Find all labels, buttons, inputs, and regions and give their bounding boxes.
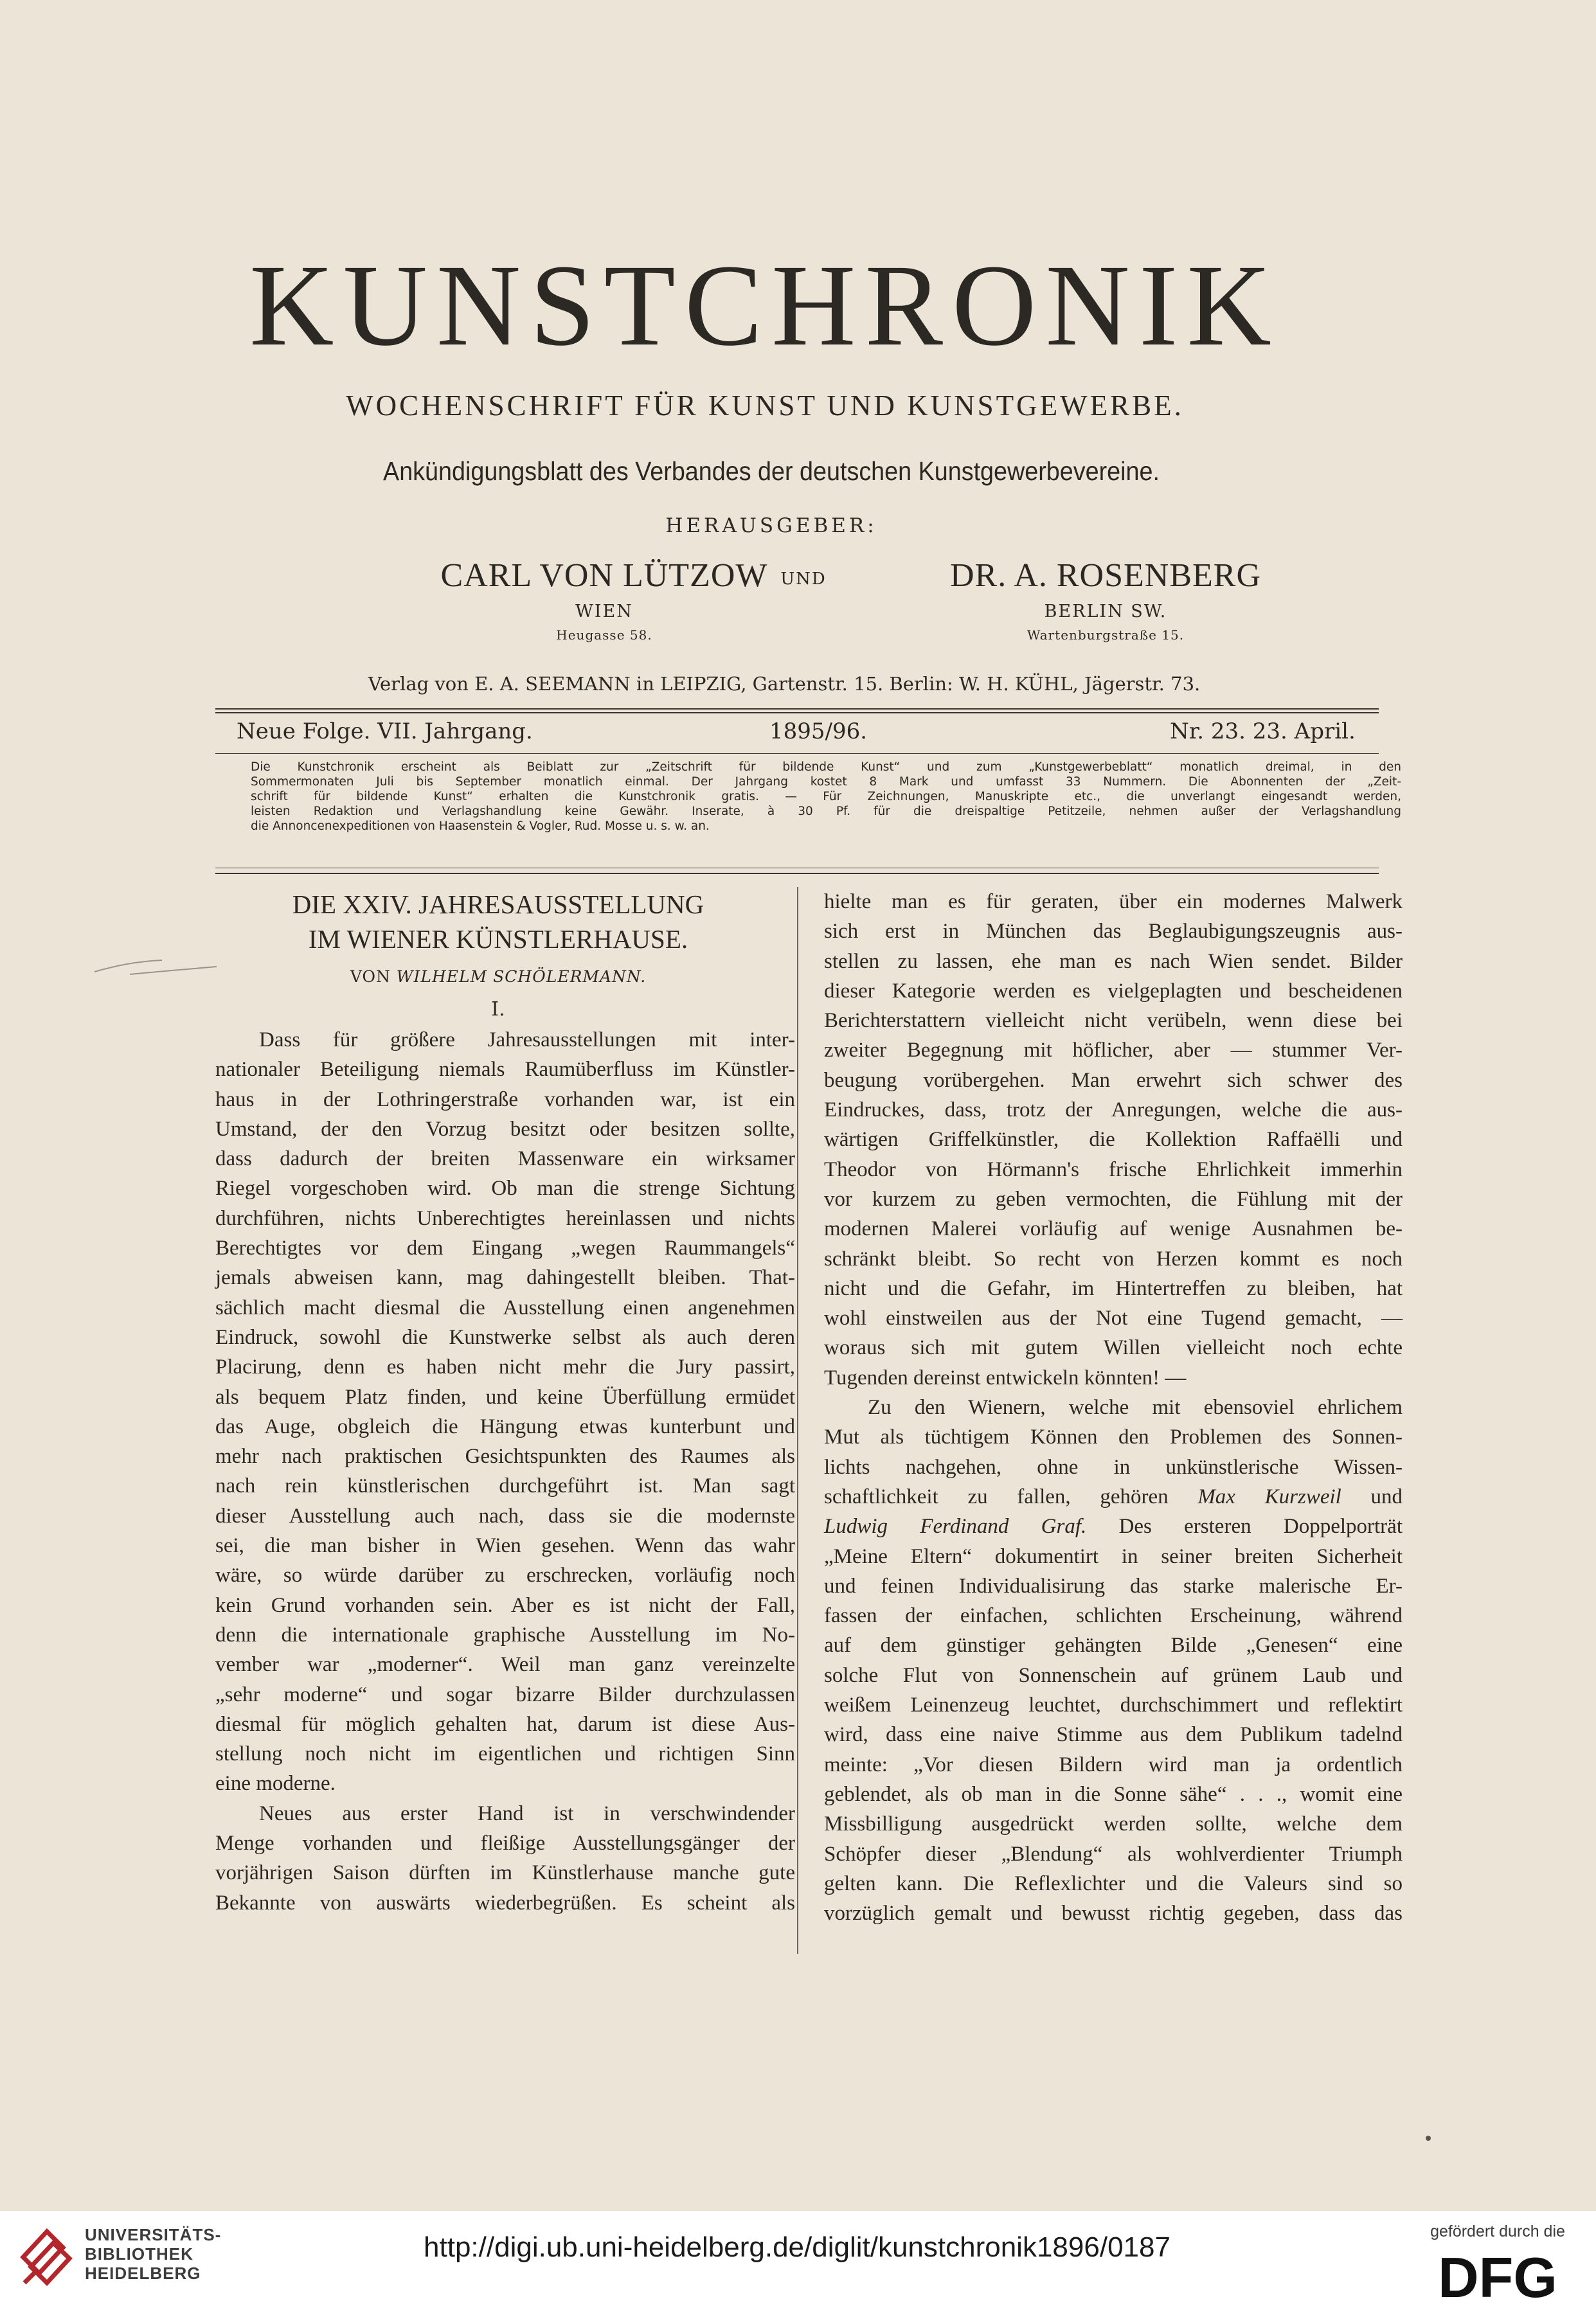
column-line: mehr nach praktischen Gesichtspunkten des Raumes als bbox=[215, 1445, 795, 1469]
column-line: „Meine Eltern“ dokumentirt in seiner breiten Sicherheit bbox=[824, 1544, 1403, 1568]
divider-rule bbox=[215, 753, 1379, 754]
column-line: Bekannte von auswärts wiederbegrüßen. Es scheint als bbox=[215, 1891, 795, 1915]
notice-line: Die Kunstchronik erscheint als Beiblatt zur „Zeitschrift für bildende Kunst“ und zum „Kunstgewerbeblatt“ monatlich dreimal, in den bbox=[251, 760, 1401, 774]
column-line: Menge vorhanden und fleißige Ausstellungsgänger der bbox=[215, 1832, 795, 1855]
article-column-right bbox=[824, 887, 1403, 1928]
publisher-line: Verlag von E. A. SEEMANN in LEIPZIG, Gartenstr. 15. Berlin: W. H. KÜHL, Jägerstr. 73. bbox=[368, 673, 1201, 695]
issue-year: 1895/96. bbox=[769, 719, 868, 744]
column-line: vor kurzem zu geben vermochten, die Fühlung mit der bbox=[824, 1187, 1403, 1211]
column-line: Eindruckes, dass, trotz der Anregungen, welche die aus- bbox=[824, 1098, 1403, 1122]
byline-author: WILHELM SCHÖLERMANN. bbox=[396, 967, 647, 986]
article-byline bbox=[215, 967, 781, 986]
issue-series: Neue Folge. VII. Jahrgang. bbox=[237, 719, 533, 744]
column-line: Berechtigtes vor dem Eingang „wegen Raummangels“ bbox=[215, 1237, 795, 1260]
notice-line: die Annoncenexpeditionen von Haasenstein & Vogler, Rud. Mosse u. s. w. an. bbox=[251, 819, 710, 833]
column-line: woraus sich mit gutem Willen vielleicht noch echte bbox=[824, 1336, 1403, 1360]
column-line: durchführen, nichts Unberechtigtes hereinlassen und nichts bbox=[215, 1206, 795, 1230]
subscription-notice bbox=[251, 760, 1401, 834]
dfg-logo-text: DFG bbox=[1438, 2249, 1557, 2302]
column-line: stellen zu lassen, ehe man es nach Wien sendet. Bilder bbox=[824, 949, 1403, 973]
column-line: vorzüglich gemalt und bewusst richtig gegeben, dass das bbox=[824, 1902, 1403, 1926]
column-divider bbox=[797, 887, 798, 1954]
column-line: solche Flut von Sonnenschein auf grünem Laub und bbox=[824, 1663, 1403, 1687]
column-line: vorjährigen Saison dürften im Künstlerhause manche gute bbox=[215, 1861, 795, 1885]
column-line: denn die internationale graphische Ausstellung im No- bbox=[215, 1623, 795, 1647]
notice-line: Sommermonaten Juli bis September monatlich einmal. Der Jahrgang kostet 8 Mark und umfasst 33 Nummern. Die Abonnenten der „Zeit- bbox=[251, 775, 1401, 789]
column-line: fassen der einfachen, schlichten Erscheinung, während bbox=[824, 1604, 1403, 1628]
university-logo-icon bbox=[18, 2219, 76, 2296]
editor-name: CARL VON LÜTZOW bbox=[440, 557, 768, 594]
column-line: nicht und die Gefahr, im Hintertreffen zu bleiben, hat bbox=[824, 1276, 1403, 1300]
issue-number: Nr. 23. 23. April. bbox=[1170, 719, 1356, 744]
column-line: Eindruck, sowohl die Kunstwerke selbst als auch deren bbox=[215, 1325, 795, 1349]
column-line: beugung vorübergehen. Man erwehrt sich schwer des bbox=[824, 1068, 1403, 1092]
column-line: Umstand, der den Vorzug besitzt oder besitzen sollte, bbox=[215, 1117, 795, 1141]
editor-city: BERLIN SW. bbox=[1044, 602, 1167, 621]
column-line: und feinen Individualisirung das starke malerische Er- bbox=[824, 1574, 1403, 1598]
article-title-line: DIE XXIV. JAHRESAUSSTELLUNG bbox=[292, 889, 704, 919]
column-line bbox=[824, 1482, 1403, 1512]
university-name bbox=[85, 2225, 221, 2283]
university-name-line: UNIVERSITÄTS- bbox=[85, 2225, 222, 2244]
article-column-left bbox=[215, 1025, 795, 1918]
column-line: zweiter Begegnung mit höflicher, aber — stummer Ver- bbox=[824, 1039, 1403, 1062]
column-line: Missbilligung ausgedrückt werden sollte, welche dem bbox=[824, 1812, 1403, 1836]
column-line: Schöpfer dieser „Blendung“ als wohlverdienter Triumph bbox=[824, 1842, 1403, 1866]
masthead-title: KUNSTCHRONIK bbox=[249, 241, 1280, 370]
column-line: Neues aus erster Hand ist in verschwindender bbox=[259, 1801, 795, 1825]
column-line: dieser Ausstellung auch nach, dass sie die modernste bbox=[215, 1504, 795, 1528]
column-line: diesmal für möglich gehalten hat, darum ist diese Aus- bbox=[215, 1712, 795, 1736]
university-name-line: BIBLIOTHEK bbox=[85, 2244, 193, 2264]
column-line: „sehr moderne“ und sogar bizarre Bilder durchzulassen bbox=[215, 1683, 795, 1706]
editor-address: Heugasse 58. bbox=[556, 627, 652, 643]
column-line: dieser Kategorie werden es vielgeplagten und bescheidenen bbox=[824, 979, 1403, 1003]
column-line: meinte: „Vor diesen Bildern wird man ja ordentlich bbox=[824, 1753, 1403, 1776]
column-line: nach rein künstlerischen durchgeführt ist. Man sagt bbox=[215, 1474, 795, 1498]
column-line: stellung noch nicht im eigentlichen und richtigen Sinn bbox=[215, 1742, 795, 1766]
column-line: Riegel vorgeschoben wird. Ob man die strenge Sichtung bbox=[215, 1177, 795, 1201]
column-line: kein Grund vorhanden sein. Aber es ist nicht der Fall, bbox=[215, 1593, 795, 1617]
column-text: Des ersteren Doppelporträt bbox=[1118, 1515, 1403, 1539]
column-line: Tugenden dereinst entwickeln könnten! — bbox=[824, 1366, 1187, 1390]
pencil-mark bbox=[91, 952, 220, 978]
editor-conjunction: UND bbox=[780, 569, 827, 589]
divider-rule bbox=[215, 873, 1379, 874]
column-line: wäre, so würde darüber zu erschrecken, vorläufig noch bbox=[215, 1564, 795, 1587]
column-line: dass dadurch der breiten Massenware ein wirksamer bbox=[215, 1147, 795, 1171]
column-line: Dass für größere Jahresausstellungen mit inter- bbox=[259, 1028, 795, 1051]
column-line: Placirung, denn es haben nicht mehr die Jury passirt, bbox=[215, 1355, 795, 1379]
column-line: das Auge, obgleich die Hängung etwas kunterbunt und bbox=[215, 1415, 795, 1438]
column-line bbox=[824, 1512, 1403, 1541]
editor-name: DR. A. ROSENBERG bbox=[949, 557, 1262, 594]
column-line: vember war „moderner“. Weil man ganz vereinzelte bbox=[215, 1653, 795, 1677]
editor-city: WIEN bbox=[575, 602, 633, 621]
column-line: sächlich macht diesmal die Ausstellung einen angenehmen bbox=[215, 1296, 795, 1319]
column-line: hielte man es für geraten, über ein modernes Malwerk bbox=[824, 890, 1403, 913]
name-conjunction: und bbox=[1370, 1485, 1403, 1508]
column-line: nationaler Beteiligung niemals Raumüberfluss im Künstler- bbox=[215, 1058, 795, 1082]
column-line: eine moderne. bbox=[215, 1772, 336, 1796]
column-line: geblendet, als ob man in die Sonne sähe“ . . ., womit eine bbox=[824, 1782, 1403, 1806]
column-line: wohl einstweilen aus der Not eine Tugend gemacht, — bbox=[824, 1307, 1403, 1330]
column-line: Theodor von Hörmann's frische Ehrlichkeit immerhin bbox=[824, 1158, 1403, 1181]
column-line: als bequem Platz finden, und keine Überfüllung ermüdet bbox=[215, 1385, 795, 1409]
column-line: haus in der Lothringerstraße vorhanden war, ist ein bbox=[215, 1087, 795, 1111]
column-line: Zu den Wienern, welche mit ebensoviel ehrlichem bbox=[868, 1396, 1403, 1420]
article-title bbox=[215, 887, 781, 956]
notice-line: leisten Redaktion und Verlagshandlung keine Gewähr. Inserate, à 30 Pf. für die dreispaltige Petitzeile, nehmen außer der Verlagshandlung bbox=[251, 805, 1401, 818]
column-line: wärtigen Griffelkünstler, die Kollektion Raffaëlli und bbox=[824, 1128, 1403, 1152]
column-line: auf dem günstiger gehängten Bilde „Genesen“ eine bbox=[824, 1634, 1403, 1658]
byline-prefix: VON bbox=[350, 967, 391, 986]
announcement-line: Ankündigungsblatt des Verbandes der deutschen Kunstgewerbevereine. bbox=[383, 456, 1160, 486]
masthead-subtitle: WOCHENSCHRIFT FÜR KUNST UND KUNSTGEWERBE. bbox=[346, 389, 1184, 422]
divider-rule bbox=[215, 712, 1379, 713]
permalink-url[interactable]: http://digi.ub.uni-heidelberg.de/diglit/kunstchronik1896/0187 bbox=[424, 2231, 1170, 2263]
column-line: Berichterstattern vielleicht nicht verübeln, wenn diese bei bbox=[824, 1009, 1403, 1033]
funding-note: gefördert durch die bbox=[1430, 2222, 1565, 2240]
dfg-logo-icon bbox=[1417, 2249, 1578, 2302]
ink-speck bbox=[1426, 2136, 1431, 2141]
artist-name: Ludwig Ferdinand Graf. bbox=[824, 1515, 1087, 1539]
publishers-label: HERAUSGEBER: bbox=[665, 514, 877, 537]
divider-rule bbox=[215, 708, 1379, 710]
column-line: schränkt bleibt. So recht von Herzen kommt es noch bbox=[824, 1247, 1403, 1271]
column-line: modernen Malerei vorläufig auf wenige Ausnahmen be- bbox=[824, 1217, 1403, 1241]
column-line: wird, dass eine naive Stimme aus dem Publikum tadelnd bbox=[824, 1723, 1403, 1747]
notice-line: schrift für bildende Kunst“ erhalten die Kunstchronik gratis. — Für Zeichnungen, Manuskripte etc., die unverlangt eingesandt werden, bbox=[251, 790, 1401, 803]
editor-address: Wartenburgstraße 15. bbox=[1027, 627, 1185, 643]
column-line: weißem Leinenzeug leuchtet, durchschimmert und reflektirt bbox=[824, 1694, 1403, 1717]
column-line: jemals abweisen kann, mag dahingestellt bleiben. That- bbox=[215, 1266, 795, 1290]
column-line: sich erst in München das Beglaubigungszeugnis aus- bbox=[824, 920, 1403, 943]
column-line: Mut als tüchtigem Können den Problemen des Sonnen- bbox=[824, 1426, 1403, 1449]
column-line: sei, die man bisher in Wien gesehen. Wenn das wahr bbox=[215, 1534, 795, 1558]
column-text: schaftlichkeit zu fallen, gehören bbox=[824, 1485, 1169, 1508]
artist-name: Max Kurzweil bbox=[1197, 1485, 1341, 1508]
section-numeral: I. bbox=[491, 998, 505, 1021]
column-line: gelten kann. Die Reflexlichter und die Valeurs sind so bbox=[824, 1872, 1403, 1895]
university-name-line: HEIDELBERG bbox=[85, 2264, 201, 2283]
column-line: lichts nachgehen, ohne in unkünstlerische Wissen- bbox=[824, 1455, 1403, 1479]
article-title-line: IM WIENER KÜNSTLERHAUSE. bbox=[308, 924, 688, 954]
